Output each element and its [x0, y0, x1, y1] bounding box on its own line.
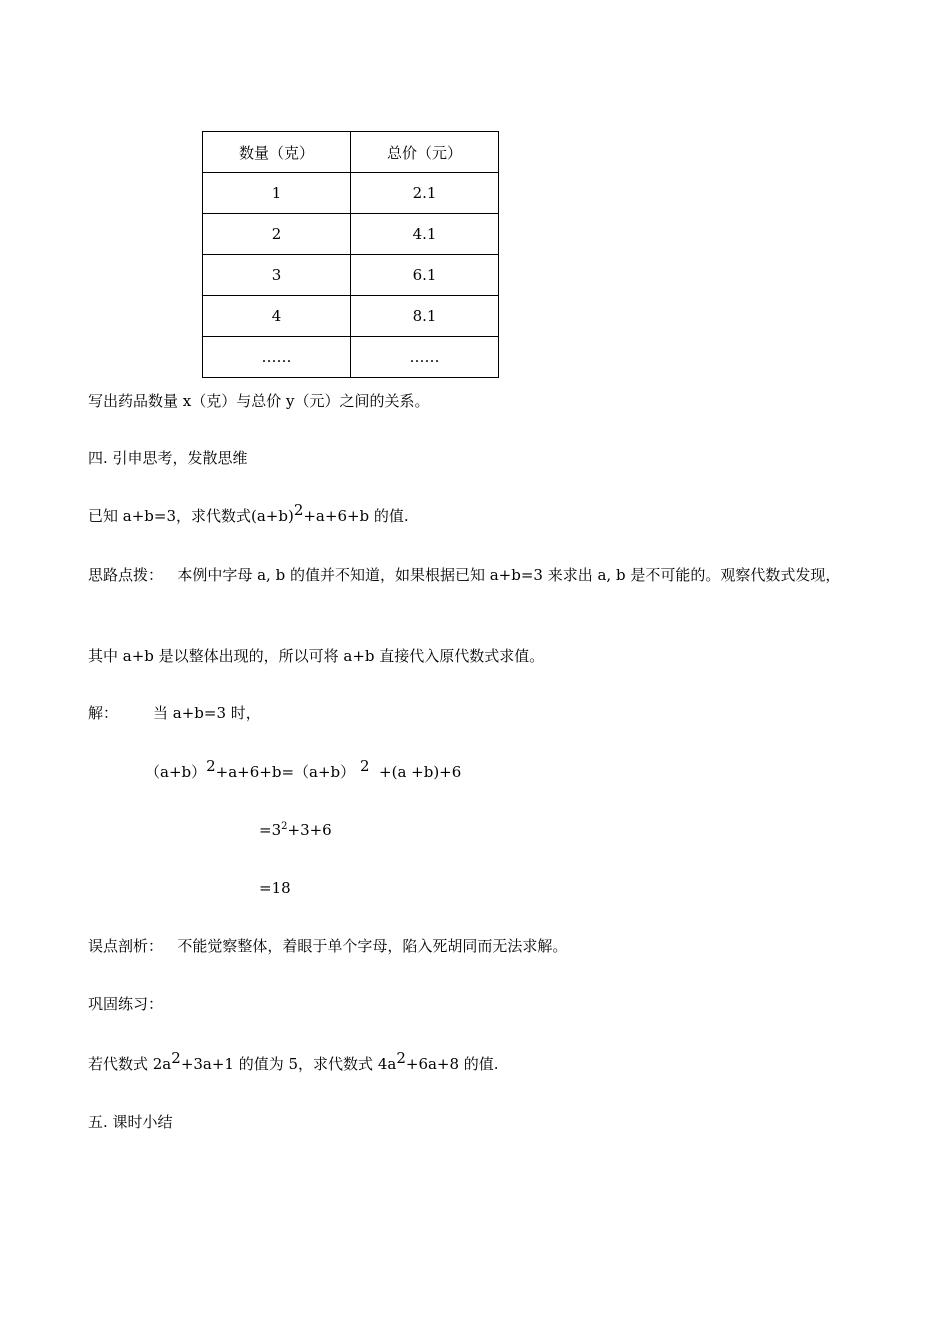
error-text: 不能觉察整体，着眼于单个字母，陷入死胡同而无法求解。	[177, 937, 568, 955]
header-total-price: 总价（元）	[351, 132, 499, 173]
cell-quantity: ……	[203, 337, 351, 378]
hint-line-1	[88, 565, 840, 585]
problem-pre: 已知 a+b=3，求代数式(a+b)	[88, 507, 294, 525]
practice-exponent-2: 2	[396, 1049, 406, 1067]
cell-price: 6.1	[351, 255, 499, 296]
step1-part-b: +a+6+b=（a+b）	[215, 763, 356, 781]
practice-pre: 若代数式 2a	[88, 1055, 172, 1073]
table-row	[203, 214, 499, 255]
hint-line-2: 其中 a+b 是以整体出现的，所以可将 a+b 直接代入原代数式求值。	[88, 647, 545, 665]
cell-price: ……	[351, 337, 499, 378]
cell-price: 8.1	[351, 296, 499, 337]
table-row	[203, 296, 499, 337]
relation-question: 写出药品数量 x（克）与总价 y（元）之间的关系。	[88, 392, 430, 410]
practice-problem	[88, 1049, 499, 1074]
cell-quantity: 4	[203, 296, 351, 337]
solution-condition: 当 a+b=3 时，	[153, 704, 261, 722]
cell-price: 2.1	[351, 173, 499, 214]
cell-price: 4.1	[351, 214, 499, 255]
hint-text-1: 本例中字母 a, b 的值并不知道，如果根据已知 a+b=3 来求出 a, b 是不可能的。观察代数式发现，	[177, 566, 841, 584]
header-quantity: 数量（克）	[203, 132, 351, 173]
table-row	[203, 255, 499, 296]
practice-post: +6a+8 的值.	[405, 1055, 499, 1073]
cell-quantity: 2	[203, 214, 351, 255]
cell-quantity: 1	[203, 173, 351, 214]
step1-part-c: +(a +b)+6	[379, 763, 462, 781]
section4-title: 四. 引申思考，发散思维	[88, 449, 248, 467]
problem-post: +a+6+b 的值.	[303, 507, 409, 525]
practice-mid: +3a+1 的值为 5，求代数式 4a	[180, 1055, 397, 1073]
solution-step-2	[259, 820, 332, 843]
error-analysis	[88, 936, 567, 956]
table-row	[203, 173, 499, 214]
table-row	[203, 337, 499, 378]
solution-label: 解：	[88, 704, 119, 722]
hint-label: 思路点拨：	[88, 566, 164, 584]
solution-step-3: =18	[259, 879, 291, 897]
table-header-row	[203, 132, 499, 173]
error-label: 误点剖析：	[88, 937, 164, 955]
practice-exponent-1: 2	[171, 1049, 181, 1067]
section5-title: 五. 课时小结	[88, 1113, 173, 1131]
step1-exponent-2: 2	[359, 757, 370, 775]
step1-part-a: （a+b）	[145, 763, 207, 781]
practice-label: 巩固练习：	[88, 995, 164, 1013]
cell-quantity: 3	[203, 255, 351, 296]
step1-exponent-1: 2	[206, 757, 216, 775]
problem-statement	[88, 501, 409, 526]
step2-post: +3+6	[287, 821, 332, 839]
step2-exponent: 2	[281, 821, 288, 832]
price-table	[202, 131, 499, 378]
solution-step-1	[145, 757, 462, 782]
step2-pre: =3	[259, 821, 282, 839]
problem-exponent: 2	[293, 501, 304, 519]
